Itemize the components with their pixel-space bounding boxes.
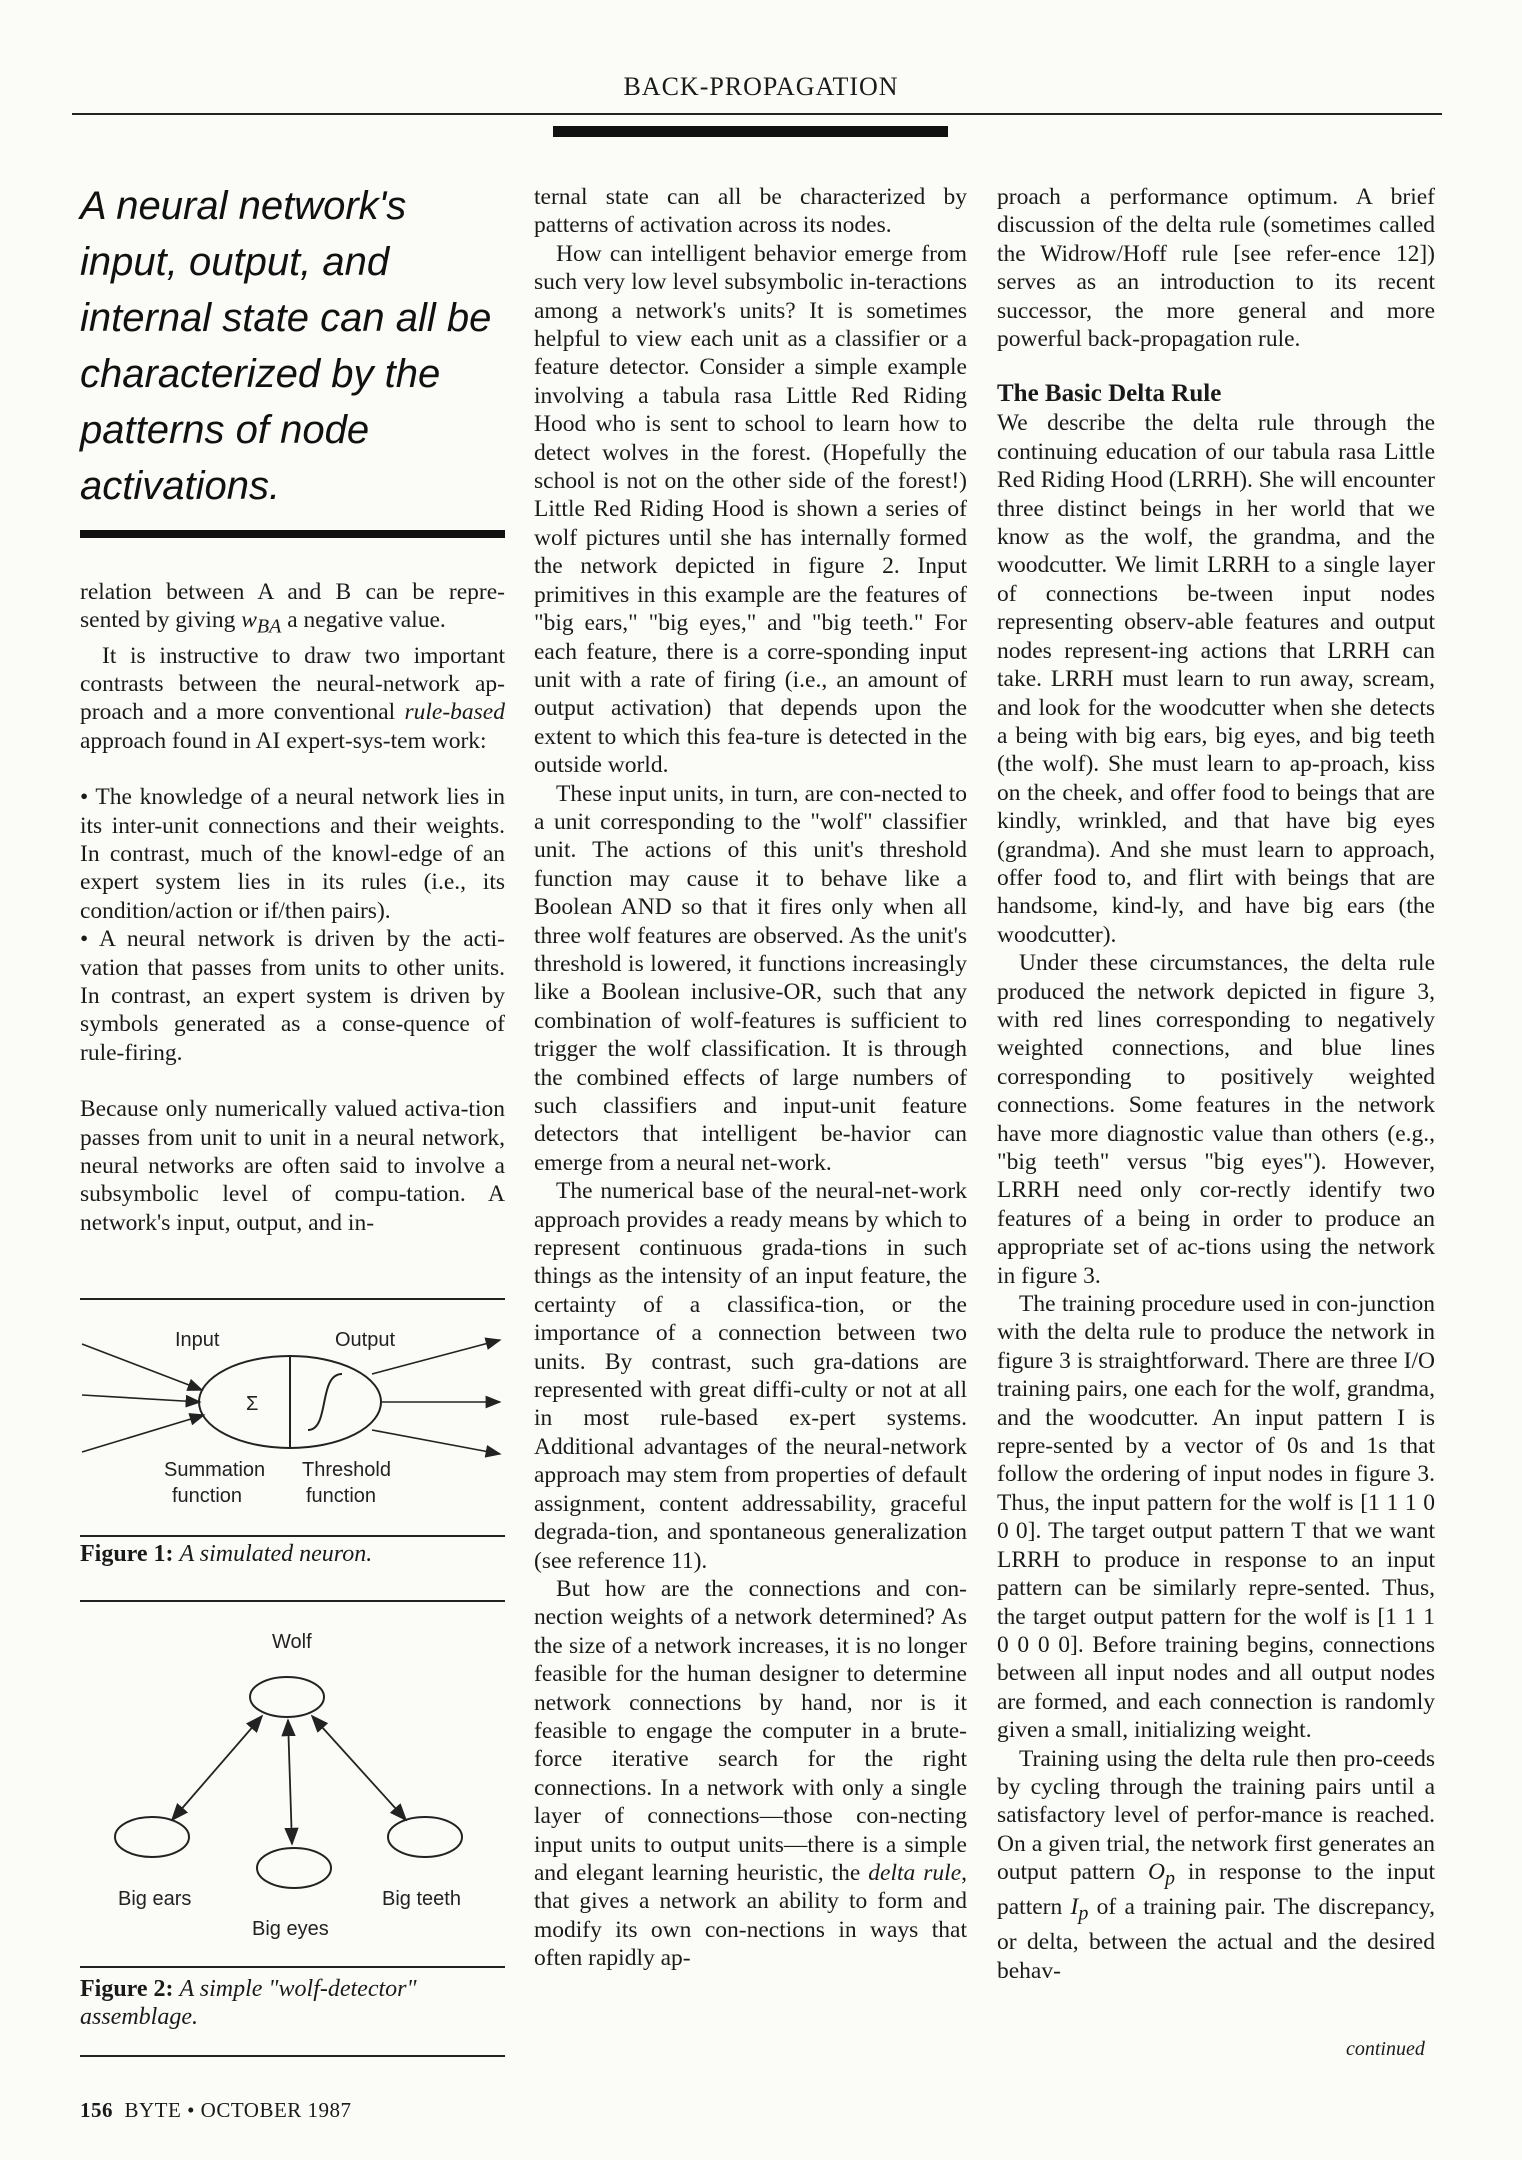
col2-paragraph-2: How can intelligent behavior emerge from such very low level subsymbolic in-teractions among a network's units? It is sometimes helpful to view each unit as a classifier or a feature detector. Consider a simple example involving a tabula rasa Little Red Riding Hood who is sent to school to learn how to detect wolves in the forest. (Hopefully the school is not on the other side of the forest!) Little Red Riding Hood is shown a series of wolf pictures until she has internally formed the network depicted in figure 2. Input primitives in this example are the features of "big ears," "big eyes," and "big teeth." For each feature, there is a corre-sponding input unit with a rate of firing (i.e., an amount of output activation) that depends upon the extent to which this fea-ture is detected in the outside world. <box>534 240 967 779</box>
figure-2-top-rule <box>80 1600 505 1602</box>
summation-label-line1: Summation <box>164 1459 266 1481</box>
col1-paragraph-1: relation between A and B can be repre-sented by giving $w_{BA}$ a negative value. <box>80 579 505 639</box>
sigma-symbol: Σ <box>246 1393 259 1415</box>
column-3 <box>997 183 1435 1985</box>
figure-1-neuron-diagram <box>80 1302 505 1532</box>
big-teeth-label: Big teeth <box>382 1888 461 1910</box>
figure-1-bottom-rule <box>80 1535 505 1537</box>
magazine-issue: BYTE • OCTOBER 1987 <box>124 2098 352 2122</box>
figure-2-caption: Figure 2: A simple "wolf-detector" assemblage. <box>80 1976 417 2030</box>
running-header: BACK-PROPAGATION <box>623 72 899 101</box>
col3-paragraph-4: The training procedure used in con-junction with the delta rule to produce the network in figure 3 is straightforward. There are three I/O training pairs, one each for the wolf, grandma, and the woodcutter. An input pattern I is repre-sented by a vector of 0s and 1s that follow the ordering of input nodes in figure 3. Thus, the input pattern for the wolf is [1 1 1 0 0 0]. The target output pattern T that we want LRRH to produce in response to an input pattern can be similarly repre-sented. Thus, the target output pattern for the wolf is [1 1 1 0 0 0 0]. Before training begins, connections between all input nodes and all output nodes are formed, and each connection is randomly given a small, initializing weight. <box>997 1291 1435 1744</box>
col1-bullet-1: • The knowledge of a neural network lies in its inter-unit connections and their weights. In contrast, much of the knowl-edge of an expert system lies in its rules (i.e., its condition/action or if/then pairs). <box>80 784 505 924</box>
col3-paragraph-5: Training using the delta rule then pro-ceeds by cycling through the training pairs until a satisfactory level of perfor-mance is reached. On a given trial, the network first generates an output pattern $O_p$ in response to the input pattern $I_p$ of a training pair. The discrepancy, or delta, between the actual and the desired behav- <box>997 1745 1435 1984</box>
threshold-label-line1: Threshold <box>302 1459 391 1481</box>
col2-paragraph-3: These input units, in turn, are con-nected to a unit corresponding to the "wolf" classifier unit. The actions of this unit's threshold function may cause it to behave like a Boolean AND so that it fires only when all three wolf features are observed. As the unit's threshold is lowered, it functions increasingly like a Boolean inclusive-OR, such that any combination of wolf-features is sufficient to trigger the wolf classification. It is through the combined effects of large numbers of such classifiers and input-unit feature detectors that intelligent be-havior can emerge from a neural net-work. <box>534 780 967 1176</box>
figure-2-mid-rule <box>80 1966 505 1968</box>
summation-label-line2: function <box>172 1485 243 1507</box>
header-bar <box>553 126 948 137</box>
col3-paragraph-2: We describe the delta rule through the continuing education of our tabula rasa Little Red Riding Hood (LRRH). She will encounter three distinct beings in her world that we know as the wolf, the grandma, and the woodcutter. We limit LRRH to a single layer of connections be-tween input nodes representing observ-able features and output nodes represent-ing actions that LRRH can take. LRRH must learn to run away, scream, and look for the woodcutter when she detects a being with big ears, big eyes, and big teeth (the wolf). She must learn to ap-proach, kiss on the cheek, and offer food to beings that are kindly, wrinkled, and that have big eyes (grandma). And she must learn to approach, offer food to, and flirt with beings that are handsome, kind-ly, and have big ears (the woodcutter). <box>997 410 1435 948</box>
input-arrows <box>82 1344 204 1452</box>
pull-quote-rule <box>80 530 505 538</box>
col2-paragraph-4: The numerical base of the neural-net-work approach provides a ready means by which to represent continuous grada-tions in such things as the intensity of an input feature, the certainty of a classifica-tion, or the importance of a connection between two units. By contrast, such gra-dations are represented with great diffi-culty or not at all in most rule-based ex-pert systems. Additional advantages of the neural-network approach may stem from properties of default assignment, content addressability, graceful degrada-tion, and spontaneous generalization (see reference 11). <box>534 1178 967 1574</box>
page-footer <box>80 2098 352 2123</box>
wolf-node <box>250 1677 324 1717</box>
threshold-curve-icon <box>308 1374 342 1430</box>
big-ears-node <box>115 1817 189 1857</box>
input-label: Input <box>175 1329 220 1351</box>
col3-paragraph-3: Under these circumstances, the delta rule produced the network depicted in figure 3, with red lines corresponding to negatively weighted connections, and blue lines corresponding to positively weighted connections. Some features in the network have more diagnostic value than others (e.g., "big teeth" versus "big eyes"). However, LRRH need only cor-rectly identify two features of a being in order to produce an appropriate set of ac-tions using the network in figure 3. <box>997 950 1435 1289</box>
page-number: 156 <box>80 2098 113 2122</box>
figure-1-caption: Figure 1: A simulated neuron. <box>80 1541 373 1567</box>
section-heading-delta-rule: The Basic Delta Rule <box>997 380 1222 408</box>
wolf-label: Wolf <box>272 1631 312 1653</box>
col1-paragraph-2: It is instructive to draw two important contrasts between the neural-network ap-proach and a more conventional rule-based approach found in AI expert-sys-tem work: <box>80 642 505 754</box>
big-eyes-node <box>257 1848 331 1888</box>
col2-paragraph-5: But how are the connections and con-nection weights of a network determined? As the size of a network increases, it is no longer feasible for the human designer to determine network connections by hand, nor is it feasible to engage the computer in a brute-force iterative search for the right connections. In a network with only a single layer of connections—those con-necting input units to output units—there is a simple and elegant learning heuristic, the delta rule, that gives a network an ability to form and modify its own con-nections in ways that often rapidly ap- <box>534 1575 967 1972</box>
figure-1-top-rule <box>80 1298 505 1300</box>
col1-paragraph-3: Because only numerically valued activa-tion passes from unit to unit in a neural network, neural networks are often said to involve a subsymbolic level of compu-tation. A network's input, output, and in- <box>80 1096 505 1236</box>
output-arrows <box>372 1340 500 1454</box>
col3-paragraph-1: proach a performance optimum. A brief discussion of the delta rule (sometimes called the Widrow/Hoff rule [see refer-ence 12]) serves as an introduction to its recent successor, the more general and more powerful back-propagation rule. <box>997 184 1435 353</box>
output-label: Output <box>335 1329 396 1351</box>
figure-2-bottom-rule <box>80 2055 505 2057</box>
big-teeth-node <box>388 1817 462 1857</box>
threshold-label-line2: function <box>306 1485 377 1507</box>
col2-paragraph-1: ternal state can all be characterized by patterns of activation across its nodes. <box>534 184 967 239</box>
big-eyes-label: Big eyes <box>252 1918 329 1940</box>
connection-arrows <box>172 1716 406 1844</box>
big-ears-label: Big ears <box>118 1888 192 1910</box>
pull-quote: A neural network's input, output, and internal state can all be characterized by the patterns of node activations. <box>80 184 492 508</box>
col1-bullet-2: • A neural network is driven by the acti-vation that passes from units to other units. In contrast, an expert system is driven by symbols generated as a conse-quence of rule-firing. <box>80 926 505 1066</box>
figure-2-wolf-detector-diagram <box>80 1618 505 1958</box>
column-1 <box>80 578 505 1237</box>
weight-symbol: $w_{BA}$ <box>241 607 282 639</box>
column-2 <box>534 183 967 1973</box>
continued-label: continued <box>1346 2038 1425 2060</box>
header-rule <box>72 113 1442 115</box>
